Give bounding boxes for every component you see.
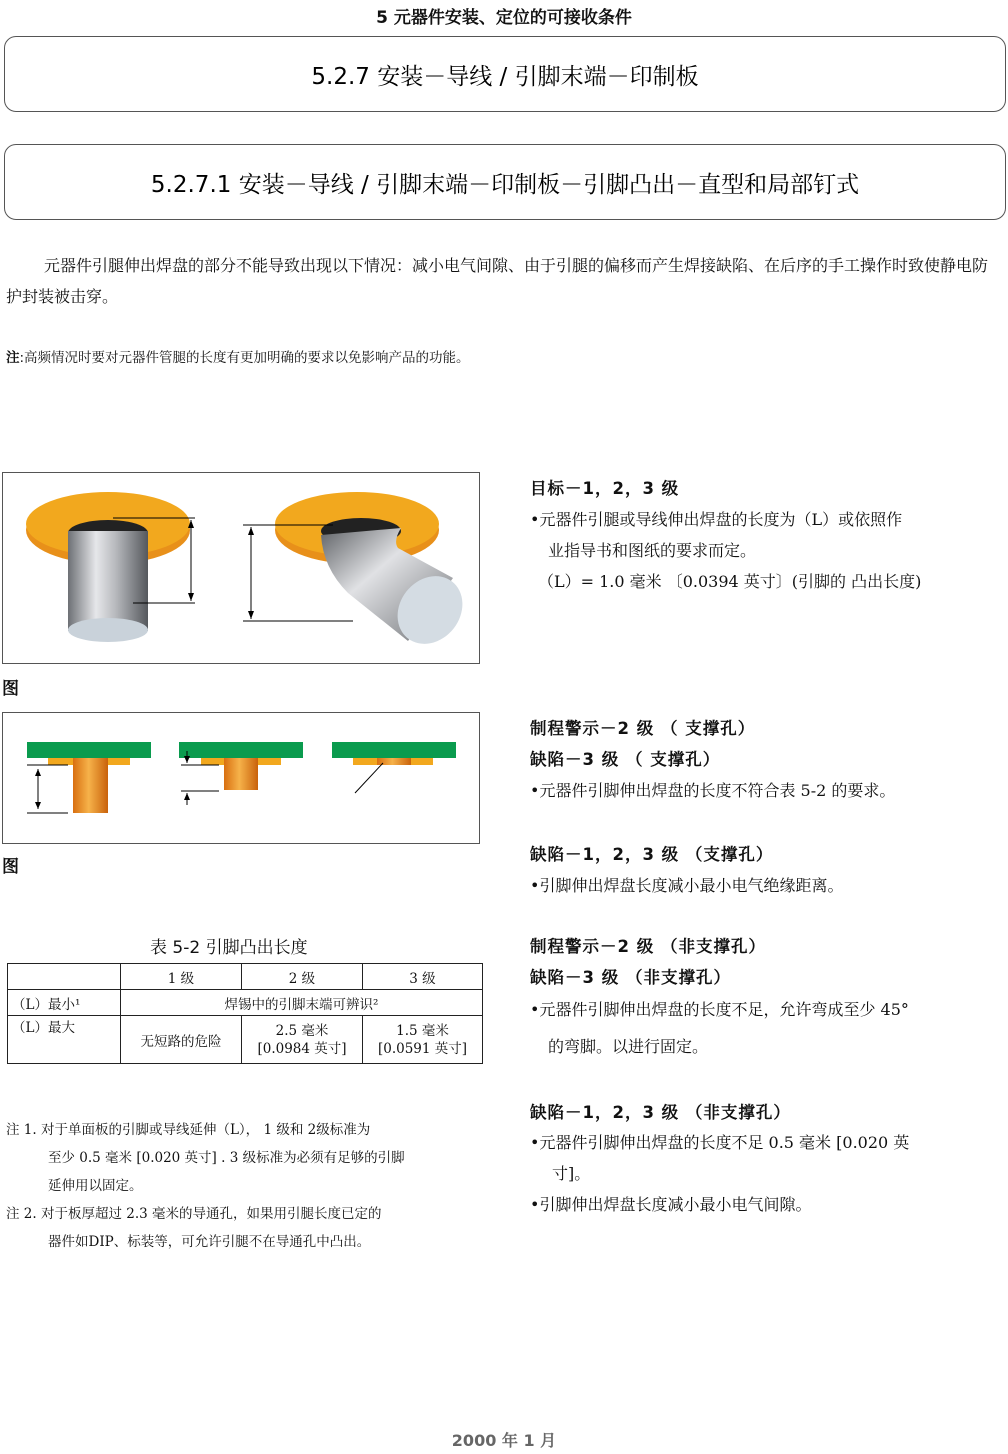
table-cell bbox=[363, 1016, 483, 1064]
table-cell-line: [0.0591 英寸] bbox=[377, 1040, 468, 1057]
table-cell bbox=[242, 1016, 363, 1064]
lead-2 bbox=[224, 758, 258, 790]
table-header-cell bbox=[8, 964, 121, 990]
target-formula: （L）= 1.0 毫米 〔0.0394 英寸〕(引脚的 凸出长度) bbox=[538, 572, 922, 591]
subsection-title-box bbox=[4, 144, 1006, 220]
figure-target-diagram bbox=[2, 472, 480, 664]
footnote-1-line: 至少 0.5 毫米 [0.020 英寸] . 3 级标准为必须有足够的引脚 bbox=[48, 1150, 405, 1166]
unsupported-bullet-1-cont: 的弯脚。以进行固定。 bbox=[548, 1037, 709, 1056]
figure-defect-diagram bbox=[2, 712, 480, 844]
unsupported-defect-all-heading: 缺陷－1，2，3 级 （非支撑孔） bbox=[530, 1103, 791, 1122]
unsupported-bullet-3: •引脚伸出焊盘长度减小最小电气间隙。 bbox=[530, 1195, 812, 1214]
table-header-cell: 2 级 bbox=[242, 964, 363, 990]
protrusion-table bbox=[7, 963, 483, 1064]
subsection-title: 5.2.7.1 安装－导线 / 引脚末端－印制板－引脚凸出－直型和局部钉式 bbox=[150, 171, 860, 198]
intro-paragraph: 元器件引腿伸出焊盘的部分不能导致出现以下情况：减小电气间隙、由于引腿的偏移而产生焊接缺陷、在后序的手工操作时致使静电防护封装被击穿。 bbox=[6, 256, 989, 306]
intro-note bbox=[6, 346, 470, 366]
board-2 bbox=[179, 742, 303, 758]
table-cell-line: 2.5 毫米 bbox=[275, 1022, 329, 1039]
unsupported-bullet-2: •元器件引脚伸出焊盘的长度不足 0.5 毫米 [0.020 英 bbox=[530, 1133, 910, 1152]
table-row-label: （L）最小¹ bbox=[8, 990, 121, 1016]
table-row bbox=[8, 1016, 483, 1064]
chapter-header: 5 元器件安装、定位的可接收条件 bbox=[376, 8, 632, 28]
target-bullet: •元器件引腿或导线伸出焊盘的长度为（L）或依照作 bbox=[530, 510, 903, 529]
unsupported-defect-heading: 缺陷－3 级 （非支撑孔） bbox=[530, 968, 731, 987]
table-cell: 无短路的危险 bbox=[121, 1016, 242, 1064]
footnote-1-line: 延伸用以固定。 bbox=[48, 1178, 143, 1194]
table-header-cell: 1 级 bbox=[121, 964, 242, 990]
table-caption: 表 5-2 引脚凸出长度 bbox=[150, 938, 308, 958]
supported-bullet-2: •引脚伸出焊盘长度减小最小电气绝缘距离。 bbox=[530, 876, 844, 895]
table-cell: 焊锡中的引脚末端可辨识² bbox=[121, 990, 483, 1016]
footnote-1-line: 注 1. 对于单面板的引脚或导线延伸（L）， 1 级和 2级标准为 bbox=[6, 1122, 371, 1138]
supported-defect-all-heading: 缺陷－1，2，3 级 （支撑孔） bbox=[530, 845, 774, 864]
footnotes bbox=[6, 1116, 405, 1256]
note-text: :高频情况时要对元器件管腿的长度有更加明确的要求以免影响产品的功能。 bbox=[19, 350, 470, 366]
supported-warning-heading: 制程警示－2 级 （ 支撑孔） bbox=[530, 719, 756, 738]
footnote-2-line: 器件如DIP、标装等，可允许引腿不在导通孔中凸出。 bbox=[48, 1234, 371, 1250]
criteria-column bbox=[530, 472, 1006, 1232]
board-cross-sections bbox=[3, 713, 479, 843]
unsupported-warning-heading: 制程警示－2 级 （非支撑孔） bbox=[530, 937, 766, 956]
straight-lead bbox=[68, 531, 148, 631]
table-header-row bbox=[8, 964, 483, 990]
unsupported-bullet-2-cont: 寸]。 bbox=[552, 1164, 591, 1183]
lead-protrusion-illustration bbox=[3, 473, 479, 663]
target-bullet-cont: 业指导书和图纸的要求而定。 bbox=[548, 541, 757, 560]
table-row bbox=[8, 990, 483, 1016]
note-prefix: 注 bbox=[6, 350, 20, 366]
straight-lead-end bbox=[68, 618, 148, 642]
table-row-label: （L）最大 bbox=[8, 1016, 121, 1064]
lead-1 bbox=[73, 758, 108, 813]
section-title-box bbox=[4, 36, 1006, 112]
section-title: 5.2.7 安装－导线 / 引脚末端－印制板 bbox=[311, 63, 699, 90]
supported-defect-heading: 缺陷－3 级 （ 支撑孔） bbox=[530, 750, 721, 769]
supported-bullet-1: •元器件引脚伸出焊盘的长度不符合表 5-2 的要求。 bbox=[530, 781, 896, 800]
unsupported-bullet-1: •元器件引脚伸出焊盘的长度不足，允许弯成至少 45° bbox=[530, 1000, 909, 1019]
table-header-cell: 3 级 bbox=[363, 964, 483, 990]
figure-label-2: 图 bbox=[2, 857, 19, 877]
target-heading: 目标－1，2，3 级 bbox=[530, 479, 680, 498]
figure-label-1: 图 bbox=[2, 679, 19, 699]
page-footer-date: 2000 年 1 月 bbox=[451, 1431, 557, 1450]
table-cell-line: 1.5 毫米 bbox=[396, 1022, 449, 1039]
board-1 bbox=[27, 742, 151, 758]
table-cell-line: [0.0984 英寸] bbox=[257, 1040, 347, 1057]
board-3 bbox=[332, 742, 456, 758]
footnote-2-line: 注 2. 对于板厚超过 2.3 毫米的导通孔，如果用引腿长度已定的 bbox=[6, 1206, 382, 1222]
